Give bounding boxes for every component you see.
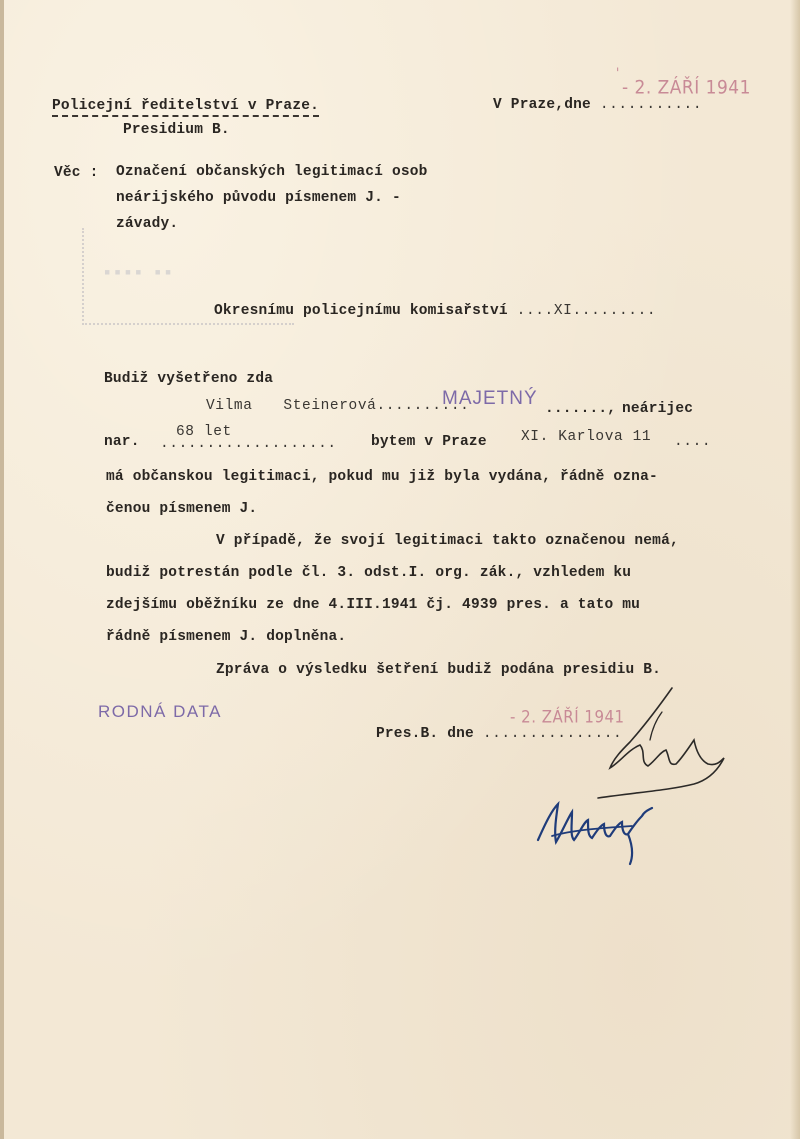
age-value: 68 let: [176, 424, 232, 440]
rodna-data-stamp: RODNÁ DATA: [98, 702, 222, 721]
body-line-9: Zpráva o výsledku šetření budiž podána presidiu B.: [216, 662, 662, 678]
addressee-line: Okresnímu policejnímu komisařství ....XI.........: [214, 303, 657, 319]
pres-date-line: Pres.B. dne ...............: [376, 726, 623, 742]
last-name: Steinerová: [283, 398, 377, 414]
date-stamp-top: - 2. ZÁŘÍ 1941: [622, 77, 751, 99]
first-name: Vilma: [206, 398, 253, 414]
body-intro: Budiž vyšetřeno zda: [104, 371, 274, 387]
name-line: Vilma Steinerová..........: [206, 398, 470, 414]
address-value: XI. Karlova 11: [521, 429, 652, 445]
place-date-line: [493, 97, 702, 113]
place-date-dots: ...........: [599, 97, 703, 113]
faded-stamp-text: ▪▪▪▪ ▪▪: [104, 262, 176, 282]
age-dots: ...................: [160, 436, 337, 452]
stamp-tick-mark: ': [616, 65, 620, 81]
handwritten-signature-black: [590, 680, 740, 805]
residence-label: bytem v Praze: [371, 434, 487, 450]
subject-line-2: neárijského původu písmenem J. -: [116, 190, 401, 206]
address-dots: ....: [674, 434, 712, 450]
department-heading: Presidium B.: [123, 122, 230, 138]
body-line-8: řádně písmenem J. doplněna.: [106, 629, 347, 645]
majetny-stamp: MAJETNÝ: [442, 388, 538, 409]
birth-line: nar.: [104, 434, 140, 450]
body-line-3: má občanskou legitimaci, pokud mu již byla vydána, řádně ozna-: [106, 469, 658, 485]
body-line-7: zdejšímu oběžníku ze dne 4.III.1941 čj. 4939 pres. a tato mu: [106, 597, 641, 613]
authority-heading: Policejní ředitelství v Praze.: [52, 98, 319, 114]
subject-label: Věc :: [54, 165, 99, 181]
body-line-5: V případě, že svojí legitimaci takto označenou nemá,: [216, 533, 679, 549]
subject-line-1: Označení občanských legitimací osob: [116, 164, 428, 180]
paper-edge-right: [790, 0, 800, 1139]
body-line-4: čenou písmenem J.: [106, 501, 258, 517]
place-date-label: V Praze,dne: [493, 97, 591, 113]
name-line-dots: .......,: [545, 401, 617, 417]
date-stamp-bottom: - 2. ZÁŘÍ 1941: [510, 707, 625, 727]
paper-edge-left: [0, 0, 4, 1139]
handwritten-signature-blue: [532, 792, 662, 872]
nonaryan-label: neárijec: [622, 401, 694, 417]
subject-line-3: závady.: [116, 216, 179, 232]
body-line-6: budiž potrestán podle čl. 3. odst.I. org. zák., vzhledem ku: [106, 565, 632, 581]
district-number: XI.: [553, 303, 582, 319]
